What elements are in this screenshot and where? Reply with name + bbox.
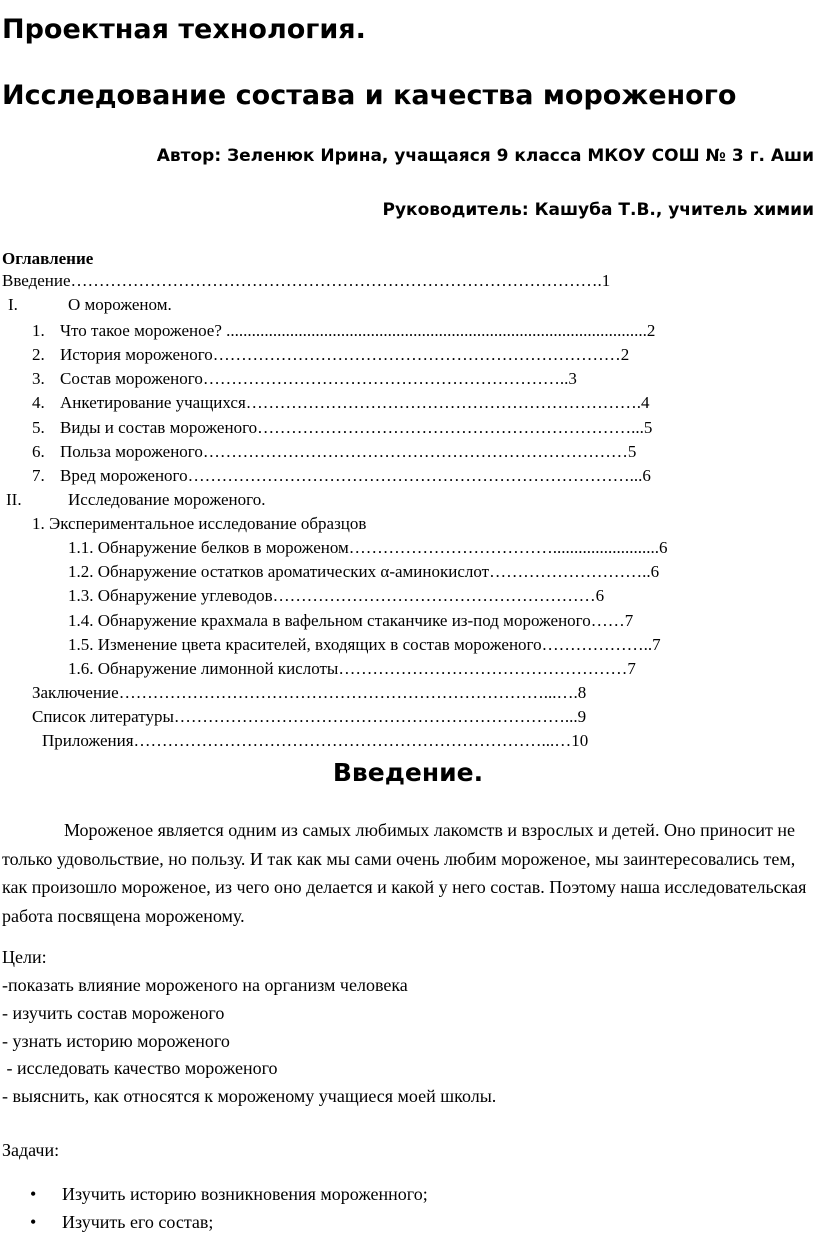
toc-row-conclusion[interactable] — [32, 681, 586, 705]
toc-row-number: 2. — [32, 345, 45, 364]
toc-row-number: 1. — [32, 321, 45, 340]
toc-row-text: Анкетирование учащихся…………………………………………………………….4 — [60, 393, 650, 412]
goal-item: - выяснить, как относятся к мороженому учащиеся моей школы. — [2, 1086, 497, 1106]
toc-row-1-2[interactable] — [32, 343, 629, 367]
toc-row-number: 4. — [32, 393, 45, 412]
bullet-icon: • — [30, 1184, 37, 1204]
goal-item: - изучить состав мороженого — [2, 1003, 225, 1023]
toc-heading: Оглавление — [2, 249, 94, 268]
toc-row-1-6[interactable] — [32, 440, 636, 464]
toc-row-text: 1.3. Обнаружение углеводов…………………………………………………6 — [68, 586, 605, 605]
toc-row-text: Виды и состав мороженого…………………………………………………………...5 — [60, 418, 653, 437]
supervisor-line: Руководитель: Кашуба Т.В., учитель химии — [382, 200, 814, 220]
toc-row-appendix[interactable] — [42, 729, 588, 753]
toc-row-section-1[interactable] — [8, 293, 172, 317]
toc-row-text: О мороженом. — [68, 295, 172, 314]
toc-row-text: 1.4. Обнаружение крахмала в вафельном стаканчике из-под мороженого……7 — [68, 611, 634, 630]
toc-row-number: 7. — [32, 466, 45, 485]
toc-row-2-1-5[interactable] — [68, 633, 661, 657]
document-title-line1: Проектная технология. — [2, 14, 366, 45]
toc-row-text: Состав мороженого………………………………………………………..3 — [60, 369, 577, 388]
toc-row-text: 1.1. Обнаружение белков в мороженом……………………………….........................6 — [68, 538, 668, 557]
toc-row-intro[interactable] — [2, 269, 610, 293]
toc-row-number: II. — [6, 490, 22, 509]
goal-item: - узнать историю мороженого — [2, 1031, 230, 1051]
toc-row-text: 1. Экспериментальное исследование образцов — [32, 514, 367, 533]
toc-row-number: 5. — [32, 418, 45, 437]
task-item — [30, 1209, 213, 1235]
goals-label: Цели: — [2, 947, 47, 967]
toc-row-text: 1.5. Изменение цвета красителей, входящих в состав мороженого………………..7 — [68, 635, 661, 654]
toc-row-text: Приложения………………………………………………………………...…10 — [42, 731, 589, 750]
intro-paragraph-text: Мороженое является одним из самых любимых лакомств и взрослых и детей. Оно приносит не только удовольствие, но пользу. И так как мы сами очень любим мороженое, мы заинтересовались тем, как произошло мороженое, из чего оно делается и какой у него состав. Поэтому наша исследовательская работа посвящена мороженому. — [2, 820, 807, 926]
toc-row-1-7[interactable] — [32, 464, 651, 488]
toc-row-text: 1.6. Обнаружение лимонной кислоты……………………………………………7 — [68, 659, 636, 678]
toc-row-text: Введение………………………………………………………………………………….1 — [2, 271, 611, 290]
toc-row-section-2[interactable] — [6, 488, 265, 512]
task-item-text: Изучить историю возникновения мороженного; — [62, 1184, 428, 1204]
goal-item: -показать влияние мороженого на организм человека — [2, 975, 408, 995]
toc-row-text: 1.2. Обнаружение остатков ароматических α-аминокислот………………………..6 — [68, 562, 660, 581]
goal-item: - исследовать качество мороженого — [2, 1058, 278, 1078]
toc-row-1-1[interactable] — [32, 319, 655, 343]
task-item-text: Изучить его состав; — [62, 1212, 214, 1232]
toc-row-1-5[interactable] — [32, 416, 652, 440]
toc-row-text: История мороженого………………………………………………………………2 — [60, 345, 630, 364]
intro-paragraph — [2, 816, 810, 930]
toc-row-references[interactable] — [32, 705, 586, 729]
toc-row-1-4[interactable] — [32, 391, 650, 415]
toc-row-text: Исследование мороженого. — [68, 490, 266, 509]
toc-row-number: 6. — [32, 442, 45, 461]
toc-row-2-1[interactable] — [32, 512, 366, 536]
toc-row-2-1-1[interactable] — [68, 536, 668, 560]
toc-row-2-1-6[interactable] — [68, 657, 636, 681]
tasks-label: Задачи: — [2, 1140, 60, 1160]
toc-row-number: 3. — [32, 369, 45, 388]
toc-row-text: Польза мороженого…………………………………………………………………5 — [60, 442, 637, 461]
toc-row-1-3[interactable] — [32, 367, 577, 391]
toc-row-2-1-2[interactable] — [68, 560, 659, 584]
bullet-icon: • — [30, 1212, 37, 1232]
intro-heading: Введение. — [332, 758, 484, 787]
toc-row-text: Заключение…………………………………………………………………...….8 — [32, 683, 587, 702]
toc-row-text: Что такое мороженое? ...................................................................................................2 — [60, 321, 656, 340]
toc-row-2-1-4[interactable] — [68, 609, 633, 633]
author-line: Автор: Зеленюк Ирина, учащаяся 9 класса МКОУ СОШ № 3 г. Аши — [156, 146, 814, 166]
toc-row-text: Список литературы……………………………………………………………...9 — [32, 707, 587, 726]
toc-row-2-1-3[interactable] — [68, 584, 604, 608]
task-item — [30, 1181, 428, 1207]
toc-row-number: I. — [8, 295, 18, 314]
toc-row-text: Вред мороженого……………………………………………………………………...6 — [60, 466, 651, 485]
document-title-line2: Исследование состава и качества мороженого — [2, 80, 737, 111]
